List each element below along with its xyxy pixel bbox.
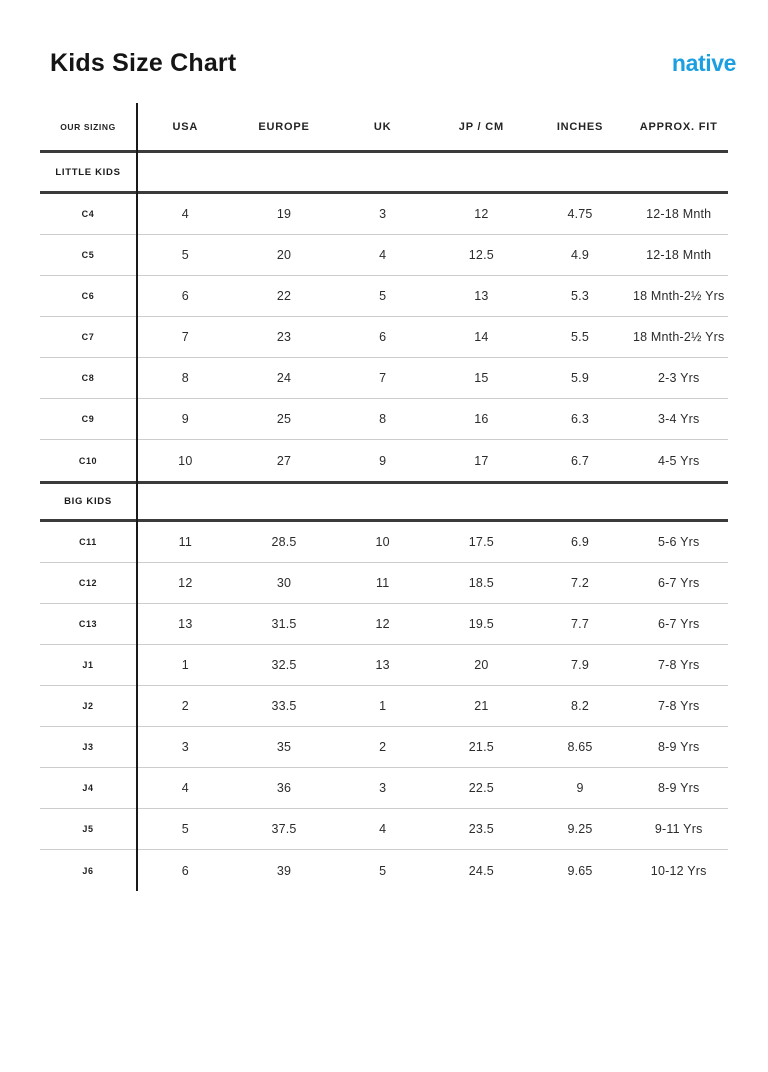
cell-uk: 12 xyxy=(375,617,390,631)
cell-europe: 35 xyxy=(276,740,292,754)
cell-approx-fit: 7-8 Yrs xyxy=(657,699,700,713)
cell-uk: 7 xyxy=(379,371,387,385)
cell-uk: 10 xyxy=(375,535,390,549)
cell-inches: 5.5 xyxy=(571,330,590,344)
table-row-c5 xyxy=(40,235,728,276)
table-row-j2 xyxy=(40,686,728,727)
empty-cell xyxy=(235,484,334,519)
cell-uk: 4 xyxy=(379,822,387,836)
cell-uk: 3 xyxy=(379,207,387,221)
cell-jp-cm: 15 xyxy=(474,371,489,385)
cell-approx-fit: 6-7 Yrs xyxy=(657,617,700,631)
cell-jp-cm: 14 xyxy=(474,330,489,344)
cell-inches: 4.75 xyxy=(567,207,593,221)
cell-europe: 25 xyxy=(276,412,292,426)
cell-approx-fit: 5-6 Yrs xyxy=(657,535,700,549)
cell-approx-fit: 8-9 Yrs xyxy=(657,781,700,795)
table-header-row xyxy=(40,103,728,153)
column-header-jp-cm: JP / CM xyxy=(458,120,504,133)
cell-inches: 6.9 xyxy=(571,535,590,549)
cell-approx-fit: 10-12 Yrs xyxy=(650,863,707,878)
cell-jp-cm: 12 xyxy=(474,207,489,221)
cell-uk: 8 xyxy=(379,412,387,426)
size-code: C9 xyxy=(81,414,95,424)
section-label-big-kids: BIG KIDS xyxy=(64,496,112,507)
page-header xyxy=(50,48,736,78)
cell-inches: 7.9 xyxy=(571,658,590,672)
table-row-j4 xyxy=(40,768,728,809)
cell-europe: 19 xyxy=(276,207,292,221)
cell-usa: 11 xyxy=(178,535,193,549)
table-row-c8 xyxy=(40,358,728,399)
empty-cell xyxy=(629,153,728,191)
cell-inches: 4.9 xyxy=(571,248,590,262)
table-row-c6 xyxy=(40,276,728,317)
cell-inches: 8.2 xyxy=(571,699,590,713)
cell-europe: 22 xyxy=(276,289,292,303)
cell-usa: 4 xyxy=(181,207,189,221)
cell-inches: 7.7 xyxy=(571,617,590,631)
native-brand-logo: native xyxy=(671,50,736,76)
size-code: C12 xyxy=(78,578,98,588)
cell-europe: 20 xyxy=(276,248,292,262)
cell-approx-fit: 7-8 Yrs xyxy=(657,658,700,672)
cell-jp-cm: 24.5 xyxy=(468,863,494,878)
size-code: J6 xyxy=(82,865,94,876)
size-code: C4 xyxy=(81,209,95,219)
size-code: J1 xyxy=(82,660,94,670)
cell-usa: 9 xyxy=(181,412,189,426)
cell-usa: 12 xyxy=(178,576,193,590)
cell-europe: 36 xyxy=(276,781,292,795)
cell-jp-cm: 22.5 xyxy=(468,781,494,795)
cell-uk: 3 xyxy=(379,781,387,795)
cell-inches: 7.2 xyxy=(571,576,590,590)
empty-cell xyxy=(629,484,728,519)
cell-jp-cm: 18.5 xyxy=(468,576,494,590)
cell-europe: 24 xyxy=(276,371,292,385)
cell-europe: 31.5 xyxy=(271,617,297,631)
cell-jp-cm: 23.5 xyxy=(468,822,494,836)
column-header-usa: USA xyxy=(172,120,199,133)
empty-cell xyxy=(432,153,531,191)
cell-jp-cm: 21.5 xyxy=(468,740,494,754)
cell-jp-cm: 17 xyxy=(474,453,489,468)
cell-usa: 3 xyxy=(181,740,189,754)
cell-inches: 8.65 xyxy=(567,740,593,754)
size-code: C8 xyxy=(81,373,95,383)
cell-usa: 1 xyxy=(181,658,189,672)
empty-cell xyxy=(432,484,531,519)
cell-uk: 2 xyxy=(379,740,387,754)
cell-europe: 37.5 xyxy=(271,822,297,836)
cell-europe: 28.5 xyxy=(271,535,297,549)
table-row-c10 xyxy=(40,440,728,481)
size-code: C7 xyxy=(81,332,95,342)
cell-europe: 33.5 xyxy=(271,699,297,713)
cell-uk: 11 xyxy=(375,576,390,590)
cell-usa: 10 xyxy=(178,453,193,468)
cell-approx-fit: 9-11 Yrs xyxy=(654,822,703,836)
column-header-uk: UK xyxy=(373,120,392,133)
table-row-c13 xyxy=(40,604,728,645)
size-code: J3 xyxy=(82,742,94,752)
table-row-c7 xyxy=(40,317,728,358)
cell-usa: 13 xyxy=(178,617,193,631)
cell-approx-fit: 6-7 Yrs xyxy=(657,576,700,590)
size-code: J4 xyxy=(82,783,94,793)
column-header-our-sizing: OUR SIZING xyxy=(60,121,116,132)
cell-inches: 5.9 xyxy=(571,371,590,385)
size-code: J2 xyxy=(82,701,94,711)
size-code: C6 xyxy=(81,291,95,301)
cell-uk: 5 xyxy=(379,289,387,303)
empty-cell xyxy=(531,153,630,191)
table-row-c12 xyxy=(40,563,728,604)
size-code: C5 xyxy=(81,250,95,260)
column-divider-line xyxy=(136,103,138,891)
size-table-body xyxy=(40,153,728,891)
cell-jp-cm: 21 xyxy=(474,699,489,713)
cell-approx-fit: 18 Mnth-2½ Yrs xyxy=(632,330,725,344)
cell-inches: 6.7 xyxy=(571,453,590,468)
cell-usa: 5 xyxy=(181,248,189,262)
cell-approx-fit: 18 Mnth-2½ Yrs xyxy=(632,289,725,303)
cell-inches: 9.65 xyxy=(567,863,593,878)
size-code: C11 xyxy=(79,537,97,547)
column-header-inches: INCHES xyxy=(556,120,604,133)
size-chart-page xyxy=(0,48,768,1072)
cell-jp-cm: 17.5 xyxy=(468,535,494,549)
cell-usa: 5 xyxy=(181,822,189,836)
cell-approx-fit: 4-5 Yrs xyxy=(657,453,700,468)
empty-cell xyxy=(136,484,235,519)
cell-approx-fit: 2-3 Yrs xyxy=(657,371,700,385)
cell-jp-cm: 16 xyxy=(474,412,489,426)
table-row-c9 xyxy=(40,399,728,440)
size-table xyxy=(40,103,728,891)
cell-uk: 5 xyxy=(379,863,387,878)
cell-jp-cm: 19.5 xyxy=(468,617,494,631)
cell-inches: 6.3 xyxy=(571,412,590,426)
cell-usa: 6 xyxy=(181,863,189,878)
cell-inches: 9 xyxy=(576,781,584,795)
cell-inches: 5.3 xyxy=(571,289,590,303)
cell-europe: 39 xyxy=(276,863,292,878)
empty-cell xyxy=(531,484,630,519)
cell-usa: 7 xyxy=(181,330,189,344)
table-row-c4 xyxy=(40,194,728,235)
cell-jp-cm: 20 xyxy=(474,658,489,672)
cell-approx-fit: 12-18 Mnth xyxy=(646,248,712,262)
cell-jp-cm: 12.5 xyxy=(468,248,494,262)
cell-europe: 32.5 xyxy=(271,658,297,672)
empty-cell xyxy=(235,153,334,191)
size-code: J5 xyxy=(82,824,94,834)
cell-usa: 8 xyxy=(181,371,189,385)
cell-uk: 4 xyxy=(379,248,387,262)
section-row-big-kids xyxy=(40,481,728,522)
cell-uk: 6 xyxy=(379,330,387,344)
cell-uk: 13 xyxy=(375,658,390,672)
cell-usa: 6 xyxy=(181,289,189,303)
table-row-c11 xyxy=(40,522,728,563)
cell-europe: 23 xyxy=(276,330,292,344)
table-row-j6 xyxy=(40,850,728,891)
section-label-little-kids: LITTLE KIDS xyxy=(55,166,121,178)
size-code: C10 xyxy=(78,455,98,466)
page-title: Kids Size Chart xyxy=(50,49,237,77)
empty-cell xyxy=(136,153,235,191)
column-header-europe: EUROPE xyxy=(258,120,310,133)
cell-usa: 4 xyxy=(181,781,189,795)
column-header-approx-fit: APPROX. FIT xyxy=(639,120,718,133)
cell-uk: 1 xyxy=(379,699,387,713)
cell-europe: 27 xyxy=(276,453,292,468)
cell-usa: 2 xyxy=(181,699,189,713)
table-row-j1 xyxy=(40,645,728,686)
empty-cell xyxy=(333,484,432,519)
empty-cell xyxy=(333,153,432,191)
cell-europe: 30 xyxy=(276,576,292,590)
cell-approx-fit: 12-18 Mnth xyxy=(646,207,712,221)
cell-inches: 9.25 xyxy=(567,822,593,836)
table-row-j5 xyxy=(40,809,728,850)
cell-uk: 9 xyxy=(379,453,387,468)
table-row-j3 xyxy=(40,727,728,768)
cell-approx-fit: 8-9 Yrs xyxy=(657,740,700,754)
cell-jp-cm: 13 xyxy=(474,289,489,303)
size-code: C13 xyxy=(78,619,98,629)
cell-approx-fit: 3-4 Yrs xyxy=(657,412,700,426)
section-row-little-kids xyxy=(40,153,728,194)
